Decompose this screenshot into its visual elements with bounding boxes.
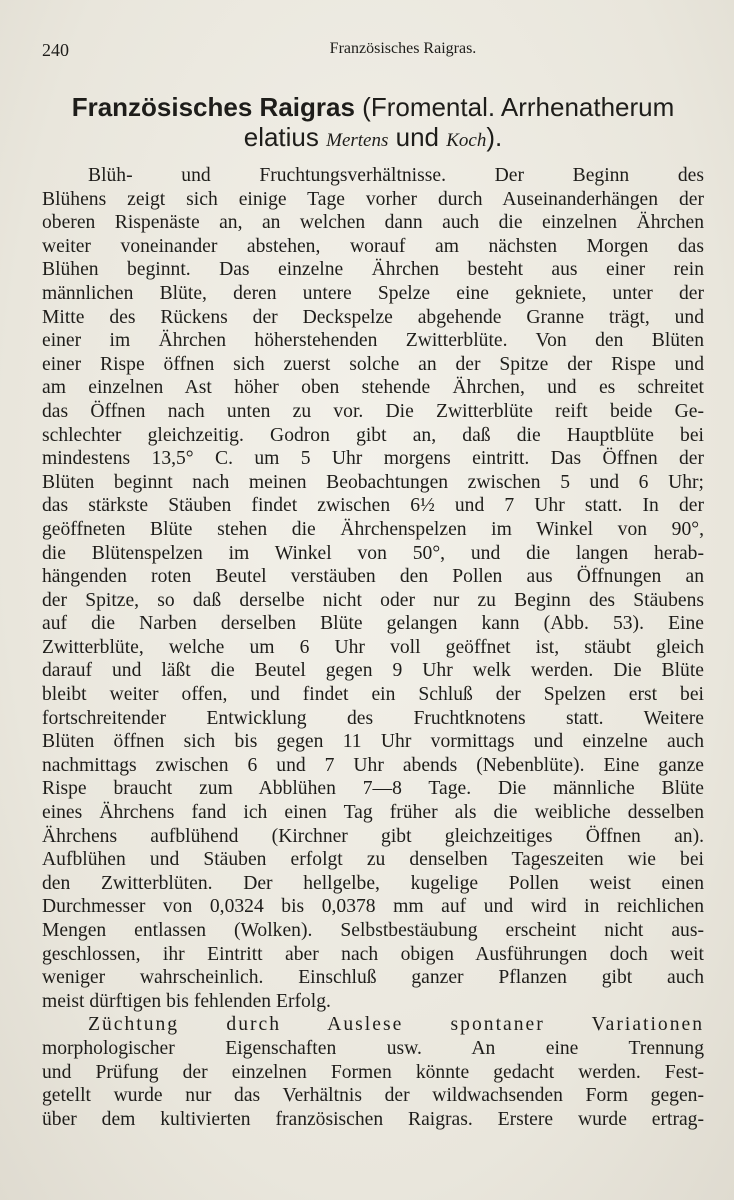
- text-line: oberen Rispenäste an, an welchen dann auch die einzelnen Ährchen: [42, 212, 704, 234]
- text-line: geschlossen, ihr Eintritt aber nach obigen Ausführungen doch weit: [42, 943, 704, 965]
- heading-author-2: Koch: [446, 130, 487, 151]
- text-line: getellt wurde nur das Verhältnis der wildwachsenden Form gegen-: [42, 1085, 704, 1107]
- text-line: die Blütenspelzen im Winkel von 50°, und die langen herab-: [42, 542, 704, 564]
- heading-close: ).: [486, 122, 503, 152]
- text-line: meist dürftigen bis fehlenden Erfolg.: [42, 990, 331, 1012]
- text-line: bleibt weiter offen, und findet ein Schluß der Spelzen erst bei: [42, 684, 704, 706]
- text-line: geöffneten Blüte stehen die Ährchenspelzen im Winkel von 90°,: [42, 518, 704, 540]
- text-line: Blühens zeigt sich einige Tage vorher durch Auseinanderhängen der: [42, 188, 704, 210]
- text-line: Blüten beginnt nach meinen Beobachtungen zwischen 5 und 6 Uhr;: [42, 471, 704, 493]
- running-head: [42, 36, 704, 70]
- body-text: [42, 164, 704, 1131]
- text-line: Blühen beginnt. Das einzelne Ährchen besteht aus einer rein: [42, 259, 704, 281]
- text-line: das Öffnen nach unten zu vor. Die Zwitterblüte reift beide Ge-: [42, 400, 704, 422]
- text-line: einer im Ährchen höherstehenden Zwitterblüte. Von den Blüten: [42, 330, 704, 352]
- heading-line-2: [42, 122, 704, 156]
- text-line: eines Ährchens fand ich einen Tag früher als die weibliche desselben: [42, 802, 704, 824]
- text-line: Züchtung durch Auslese spontaner Variationen: [88, 1014, 704, 1036]
- text-line: darauf und läßt die Beutel gegen 9 Uhr welk werden. Die Blüte: [42, 660, 704, 682]
- heading-title: Französisches Raigras: [71, 92, 355, 122]
- text-line: der Spitze, so daß derselbe nicht oder nur zu Beginn des Stäubens: [42, 589, 704, 611]
- text-line: Mengen entlassen (Wolken). Selbstbestäubung erscheint nicht aus-: [42, 920, 704, 941]
- text-line: Aufblühen und Stäuben erfolgt zu denselben Tageszeiten wie bei: [42, 849, 704, 871]
- text-line: über dem kultivierten französischen Raigras. Erstere wurde ertrag-: [42, 1108, 704, 1130]
- heading-author-1: Mertens: [326, 130, 389, 151]
- text-line: und Prüfung der einzelnen Formen könnte gedacht werden. Fest-: [42, 1061, 704, 1083]
- text-line: männlichen Blüte, deren untere Spelze eine gekniete, unter der: [42, 282, 704, 304]
- text-line: mindestens 13,5° C. um 5 Uhr morgens eintritt. Das Öffnen der: [42, 448, 704, 470]
- text-line: Blüten öffnen sich bis gegen 11 Uhr vormittags und einzelne auch: [42, 731, 704, 753]
- text-line: hängenden roten Beutel verstäuben den Pollen aus Öffnungen an: [42, 566, 704, 588]
- text-line: auf die Narben derselben Blüte gelangen kann (Abb. 53). Eine: [42, 613, 704, 635]
- heading-title-rest: (Fromental. Arrhenatherum: [362, 92, 675, 122]
- text-line: morphologischer Eigenschaften usw. An eine Trennung: [42, 1037, 704, 1059]
- text-line: Blüh- und Fruchtungsverhältnisse. Der Beginn des: [88, 165, 704, 186]
- text-line: Rispe braucht zum Abblühen 7—8 Tage. Die männliche Blüte: [42, 778, 704, 800]
- heading-line-1: [42, 92, 704, 122]
- text-line: Zwitterblüte, welche um 6 Uhr voll geöffnet ist, stäubt gleich: [42, 636, 704, 658]
- text-line: Durchmesser von 0,0324 bis 0,0378 mm auf und wird in reichlichen: [42, 896, 704, 918]
- section-heading: [42, 92, 704, 156]
- text-line: weiter voneinander abstehen, worauf am nächsten Morgen das: [42, 235, 704, 257]
- text-line: einer Rispe öffnen sich zuerst solche an der Spitze der Rispe und: [42, 353, 704, 375]
- text-line: am einzelnen Ast höher oben stehende Ährchen, und es schreitet: [42, 377, 704, 399]
- text-line: fortschreitender Entwicklung des Fruchtknotens statt. Weitere: [42, 707, 704, 729]
- heading-species: elatius: [243, 122, 319, 152]
- running-title: Französisches Raigras.: [329, 40, 477, 57]
- text-line: schlechter gleichzeitig. Godron gibt an, daß die Hauptblüte bei: [42, 424, 704, 446]
- text-line: nachmittags zwischen 6 und 7 Uhr abends (Nebenblüte). Eine ganze: [42, 754, 704, 776]
- heading-and: und: [395, 122, 440, 152]
- text-line: Ährchens aufblühend (Kirchner gibt gleichzeitiges Öffnen an).: [42, 825, 704, 847]
- text-line: den Zwitterblüten. Der hellgelbe, kugelige Pollen weist einen: [42, 872, 704, 894]
- text-line: weniger wahrscheinlich. Einschluß ganzer Pflanzen gibt auch: [42, 967, 704, 989]
- text-line: das stärkste Stäuben findet zwischen 6½ und 7 Uhr statt. In der: [42, 495, 704, 517]
- text-line: Mitte des Rückens der Deckspelze abgehende Granne trägt, und: [42, 306, 704, 328]
- page-number: 240: [42, 40, 69, 60]
